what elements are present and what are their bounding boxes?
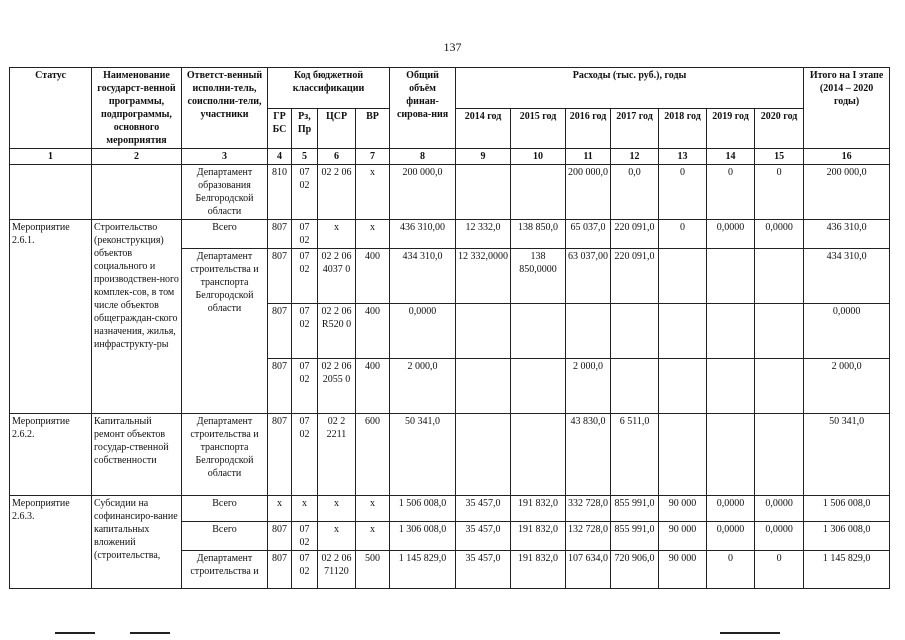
cell-2020 <box>755 249 804 304</box>
cell-total: 50 341,0 <box>390 414 456 496</box>
cell-2016: 2 000,0 <box>566 359 611 414</box>
cell-vr: х <box>356 496 390 522</box>
cell-stage-total: 1 306 008,0 <box>804 522 890 551</box>
cell-vr: х <box>356 522 390 551</box>
cell-2014: 12 332,0 <box>456 220 511 249</box>
cell-csr: 02 2 06 <box>318 165 356 220</box>
cell-csr: 02 2 06 2055 0 <box>318 359 356 414</box>
table-row <box>10 414 890 496</box>
cell-2014 <box>456 359 511 414</box>
cell-2014 <box>456 414 511 496</box>
cell-total: 1 145 829,0 <box>390 551 456 589</box>
header-budget-code: Код бюджетной классификации <box>268 68 390 109</box>
cell-2015: 191 832,0 <box>511 522 566 551</box>
col-num: 12 <box>611 149 659 165</box>
cell-2017 <box>611 304 659 359</box>
cell-total: 1 306 008,0 <box>390 522 456 551</box>
cell-2017: 220 091,0 <box>611 249 659 304</box>
cell-name: Строительство (реконструкция) объектов социального и производствен-ного комплек-сов, в том числе объектов общеграждан-ского назначения, жилья, инфраструкту-ры <box>92 220 182 414</box>
cell-rzpr: 07 02 <box>292 522 318 551</box>
cell-grbs: 807 <box>268 522 292 551</box>
table-row <box>10 496 890 522</box>
col-num: 6 <box>318 149 356 165</box>
cell-2019: 0,0000 <box>707 496 755 522</box>
cell-2019: 0 <box>707 551 755 589</box>
col-num: 16 <box>804 149 890 165</box>
cell-responsible: Всего <box>182 220 268 249</box>
header-total-volume: Общий объём финан-сирова-ния <box>390 68 456 149</box>
cell-name <box>92 165 182 220</box>
cell-responsible: Всего <box>182 496 268 522</box>
cell-2015: 138 850,0 <box>511 220 566 249</box>
header-stage-total: Итого на I этапе (2014 – 2020 годы) <box>804 68 890 149</box>
cell-responsible: Департамент строительства и транспорта Белгородской области <box>182 414 268 496</box>
cell-2015 <box>511 165 566 220</box>
cell-2019 <box>707 414 755 496</box>
col-num: 7 <box>356 149 390 165</box>
cell-2018: 90 000 <box>659 551 707 589</box>
cell-2014: 35 457,0 <box>456 496 511 522</box>
cell-total: 2 000,0 <box>390 359 456 414</box>
cell-2016: 332 728,0 <box>566 496 611 522</box>
cell-2014: 12 332,0000 <box>456 249 511 304</box>
cell-2018 <box>659 359 707 414</box>
col-num: 11 <box>566 149 611 165</box>
cell-2017: 0,0 <box>611 165 659 220</box>
cell-vr: 600 <box>356 414 390 496</box>
cell-csr: 02 2 06 71120 <box>318 551 356 589</box>
footer-mark-center <box>130 632 170 634</box>
col-num: 3 <box>182 149 268 165</box>
cell-stage-total: 200 000,0 <box>804 165 890 220</box>
header-name: Наименование государст-венной программы, подпрограммы, основного мероприятия <box>92 68 182 149</box>
header-rzpr: Рз, Пр <box>292 108 318 149</box>
cell-2017: 6 511,0 <box>611 414 659 496</box>
footer-mark-left <box>55 632 95 634</box>
col-num: 2 <box>92 149 182 165</box>
cell-vr: 500 <box>356 551 390 589</box>
cell-name: Капитальный ремонт объектов государ-ственной собственности <box>92 414 182 496</box>
cell-grbs: 807 <box>268 414 292 496</box>
col-num: 8 <box>390 149 456 165</box>
cell-2019: 0,0000 <box>707 522 755 551</box>
cell-2018 <box>659 249 707 304</box>
cell-2015 <box>511 359 566 414</box>
cell-2020: 0 <box>755 551 804 589</box>
cell-stage-total: 50 341,0 <box>804 414 890 496</box>
col-num: 9 <box>456 149 511 165</box>
cell-2020: 0 <box>755 165 804 220</box>
cell-status: Мероприятие 2.6.3. <box>10 496 92 589</box>
page-number: 137 <box>443 40 462 54</box>
cell-total: 200 000,0 <box>390 165 456 220</box>
header-vr: ВР <box>356 108 390 149</box>
cell-rzpr: 07 02 <box>292 220 318 249</box>
cell-grbs: 807 <box>268 551 292 589</box>
cell-csr: 02 2 06 4037 0 <box>318 249 356 304</box>
header-row-1 <box>10 68 890 109</box>
cell-2017: 220 091,0 <box>611 220 659 249</box>
cell-2020: 0,0000 <box>755 220 804 249</box>
cell-vr: х <box>356 220 390 249</box>
cell-csr: 02 2 06 R520 0 <box>318 304 356 359</box>
cell-2015: 191 832,0 <box>511 551 566 589</box>
cell-2016: 65 037,0 <box>566 220 611 249</box>
cell-2019 <box>707 359 755 414</box>
cell-grbs: 810 <box>268 165 292 220</box>
col-num: 10 <box>511 149 566 165</box>
cell-responsible: Всего <box>182 522 268 551</box>
cell-csr: х <box>318 496 356 522</box>
cell-vr: 400 <box>356 249 390 304</box>
column-number-row <box>10 149 890 165</box>
cell-responsible: Департамент строительства и транспорта Белгородской области <box>182 249 268 414</box>
cell-2016: 200 000,0 <box>566 165 611 220</box>
cell-total: 0,0000 <box>390 304 456 359</box>
cell-2020: 0,0000 <box>755 496 804 522</box>
cell-2016: 43 830,0 <box>566 414 611 496</box>
cell-2019: 0 <box>707 165 755 220</box>
cell-grbs: 807 <box>268 304 292 359</box>
cell-vr: 400 <box>356 304 390 359</box>
header-responsible: Ответст-венный исполни-тель, соисполни-тели, участники <box>182 68 268 149</box>
col-num: 5 <box>292 149 318 165</box>
cell-vr: 400 <box>356 359 390 414</box>
table-row <box>10 165 890 220</box>
cell-2015 <box>511 304 566 359</box>
col-num: 1 <box>10 149 92 165</box>
cell-2016: 132 728,0 <box>566 522 611 551</box>
cell-rzpr: х <box>292 496 318 522</box>
header-year-2019: 2019 год <box>707 108 755 149</box>
cell-csr: 02 2 2211 <box>318 414 356 496</box>
cell-2015: 138 850,0000 <box>511 249 566 304</box>
cell-2018 <box>659 414 707 496</box>
cell-rzpr: 07 02 <box>292 414 318 496</box>
cell-grbs: х <box>268 496 292 522</box>
cell-2018: 0 <box>659 220 707 249</box>
cell-2020 <box>755 414 804 496</box>
header-year-2016: 2016 год <box>566 108 611 149</box>
cell-grbs: 807 <box>268 359 292 414</box>
cell-total: 1 506 008,0 <box>390 496 456 522</box>
cell-2015 <box>511 414 566 496</box>
cell-stage-total: 0,0000 <box>804 304 890 359</box>
cell-2020: 0,0000 <box>755 522 804 551</box>
header-year-2020: 2020 год <box>755 108 804 149</box>
cell-2016 <box>566 304 611 359</box>
header-year-2014: 2014 год <box>456 108 511 149</box>
cell-stage-total: 436 310,0 <box>804 220 890 249</box>
cell-2015: 191 832,0 <box>511 496 566 522</box>
cell-2016: 107 634,0 <box>566 551 611 589</box>
cell-2019: 0,0000 <box>707 220 755 249</box>
cell-rzpr: 07 02 <box>292 249 318 304</box>
cell-responsible: Департамент образования Белгородской области <box>182 165 268 220</box>
cell-2017: 720 906,0 <box>611 551 659 589</box>
cell-vr: х <box>356 165 390 220</box>
cell-grbs: 807 <box>268 249 292 304</box>
cell-grbs: 807 <box>268 220 292 249</box>
cell-rzpr: 07 02 <box>292 304 318 359</box>
col-num: 13 <box>659 149 707 165</box>
cell-2019 <box>707 249 755 304</box>
cell-status: Мероприятие 2.6.1. <box>10 220 92 414</box>
col-num: 15 <box>755 149 804 165</box>
cell-2017 <box>611 359 659 414</box>
cell-2020 <box>755 304 804 359</box>
cell-2014: 35 457,0 <box>456 551 511 589</box>
header-grbs: ГР БС <box>268 108 292 149</box>
header-year-2017: 2017 год <box>611 108 659 149</box>
cell-2014 <box>456 304 511 359</box>
cell-stage-total: 1 506 008,0 <box>804 496 890 522</box>
cell-2016: 63 037,00 <box>566 249 611 304</box>
table-row <box>10 220 890 249</box>
cell-2018: 90 000 <box>659 496 707 522</box>
cell-name: Субсидии на софинансиро-вание капитальных вложений (строительства, <box>92 496 182 589</box>
header-year-2018: 2018 год <box>659 108 707 149</box>
cell-stage-total: 434 310,0 <box>804 249 890 304</box>
cell-2019 <box>707 304 755 359</box>
cell-2018 <box>659 304 707 359</box>
header-csr: ЦСР <box>318 108 356 149</box>
cell-rzpr: 07 02 <box>292 551 318 589</box>
cell-2018: 90 000 <box>659 522 707 551</box>
cell-stage-total: 2 000,0 <box>804 359 890 414</box>
header-status: Статус <box>10 68 92 149</box>
header-expenses: Расходы (тыс. руб.), годы <box>456 68 804 109</box>
cell-status: Мероприятие 2.6.2. <box>10 414 92 496</box>
cell-total: 434 310,0 <box>390 249 456 304</box>
col-num: 14 <box>707 149 755 165</box>
cell-rzpr: 07 02 <box>292 165 318 220</box>
cell-total: 436 310,00 <box>390 220 456 249</box>
cell-responsible: Департамент строительства и <box>182 551 268 589</box>
cell-2014 <box>456 165 511 220</box>
cell-rzpr: 07 02 <box>292 359 318 414</box>
cell-csr: х <box>318 220 356 249</box>
cell-stage-total: 1 145 829,0 <box>804 551 890 589</box>
budget-table <box>9 67 890 589</box>
col-num: 4 <box>268 149 292 165</box>
header-year-2015: 2015 год <box>511 108 566 149</box>
cell-status <box>10 165 92 220</box>
cell-2017: 855 991,0 <box>611 496 659 522</box>
cell-2017: 855 991,0 <box>611 522 659 551</box>
footer-mark-right <box>720 632 780 634</box>
cell-csr: х <box>318 522 356 551</box>
cell-2020 <box>755 359 804 414</box>
cell-2018: 0 <box>659 165 707 220</box>
cell-2014: 35 457,0 <box>456 522 511 551</box>
